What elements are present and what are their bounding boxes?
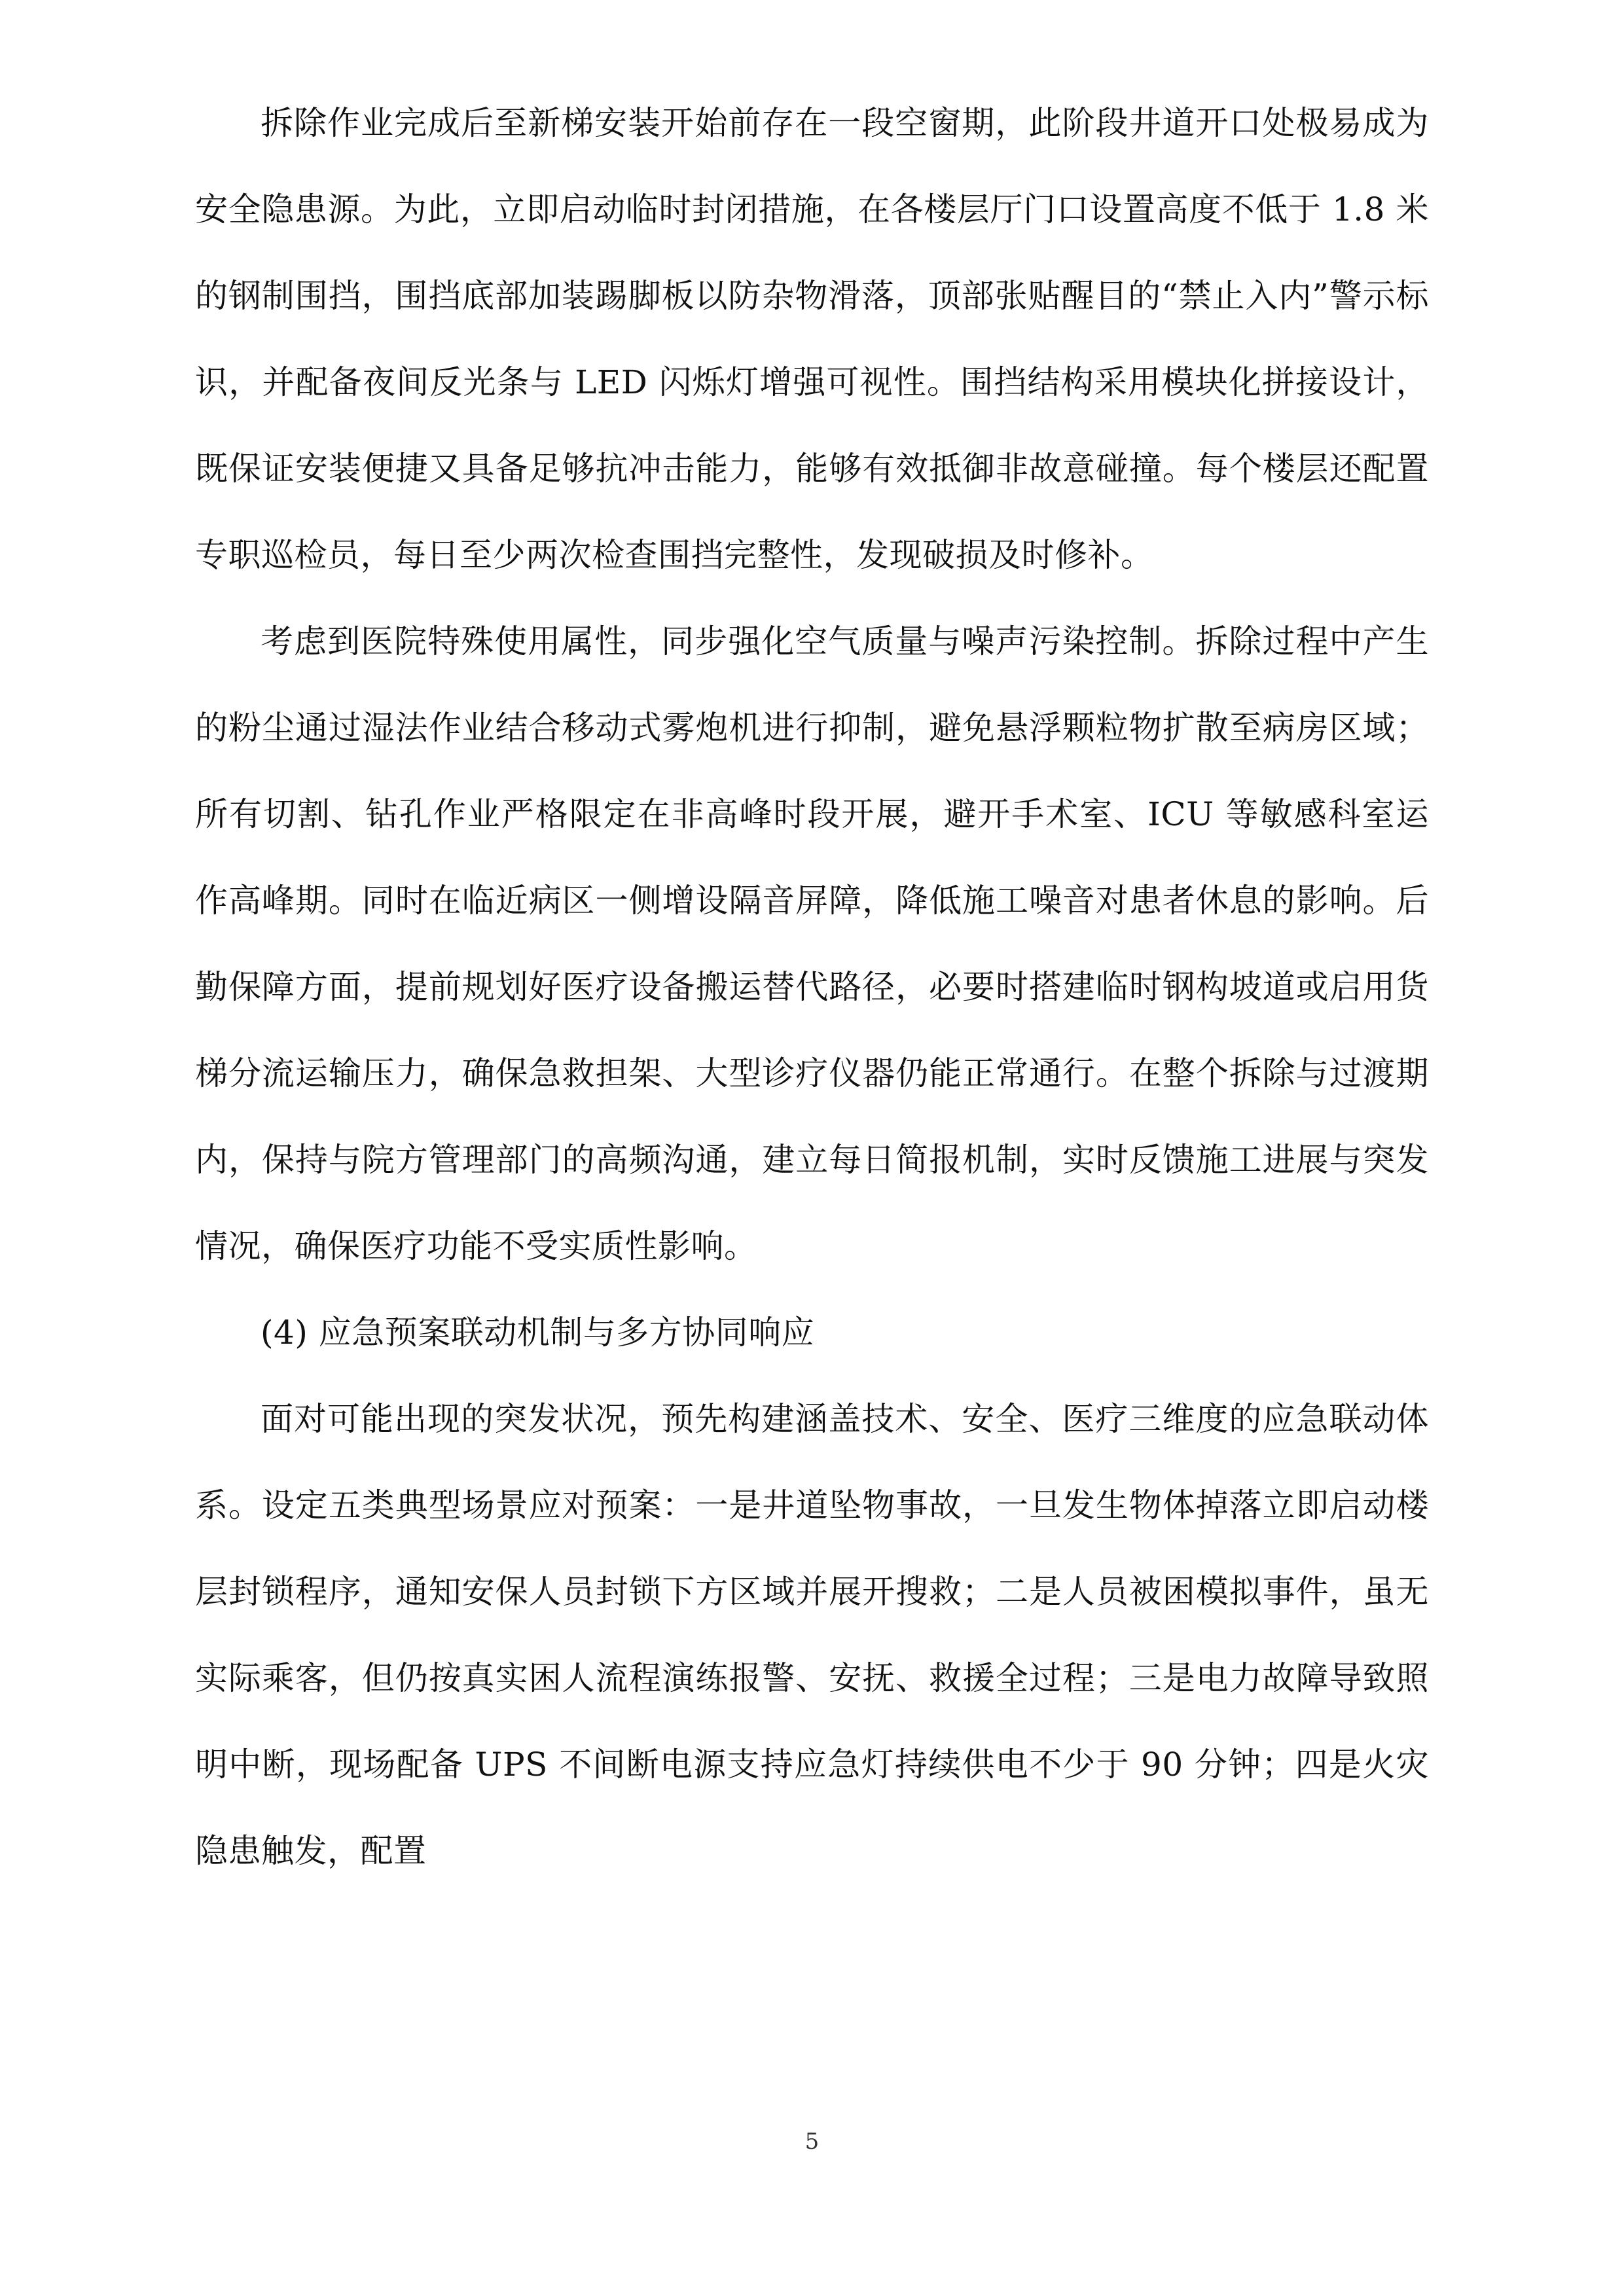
document-body bbox=[195, 80, 1429, 1894]
paragraph-hospital-environment-control: 考虑到医院特殊使用属性，同步强化空气质量与噪声污染控制。拆除过程中产生的粉尘通过湿法作业结合移动式雾炮机进行抑制，避免悬浮颗粒物扩散至病房区域；所有切割、钻孔作业严格限定在非高峰时段开展，避开手术室、ICU 等敏感科室运作高峰期。同时在临近病区一侧增设隔音屏障，降低施工噪音对患者休息的影响。后勤保障方面，提前规划好医疗设备搬运替代路径，必要时搭建临时钢构坡道或启用货梯分流运输压力，确保急救担架、大型诊疗仪器仍能正常通行。在整个拆除与过渡期内，保持与院方管理部门的高频沟通，建立每日简报机制，实时反馈施工进展与突发情况，确保医疗功能不受实质性影响。 bbox=[195, 622, 1429, 1265]
page-number: 5 bbox=[804, 2128, 820, 2155]
paragraph-temporary-enclosure: 拆除作业完成后至新梯安装开始前存在一段空窗期，此阶段井道开口处极易成为安全隐患源。为此，立即启动临时封闭措施，在各楼层厅门口设置高度不低于 1.8 米的钢制围挡，围挡底部加装踢脚板以防杂物滑落，顶部张贴醒目的“禁止入内”警示标识，并配备夜间反光条与 LED 闪烁灯增强可视性。围挡结构采用模块化拼接设计，既保证安装便捷又具备足够抗冲击能力，能够有效抵御非故意碰撞。每个楼层还配置专职巡检员，每日至少两次检查围挡完整性，发现破损及时修补。 bbox=[195, 104, 1429, 574]
paragraph-emergency-plan: 面对可能出现的突发状况，预先构建涵盖技术、安全、医疗三维度的应急联动体系。设定五类典型场景应对预案：一是井道坠物事故，一旦发生物体掉落立即启动楼层封锁程序，通知安保人员封锁下方区域并展开搜救；二是人员被困模拟事件，虽无实际乘客，但仍按真实困人流程演练报警、安抚、救援全过程；三是电力故障导致照明中断，现场配备 UPS 不间断电源支持应急灯持续供电不少于 90 分钟；四是火灾隐患触发，配置 bbox=[195, 1400, 1429, 1870]
section-heading: (4) 应急预案联动机制与多方协同响应 bbox=[261, 1314, 815, 1352]
